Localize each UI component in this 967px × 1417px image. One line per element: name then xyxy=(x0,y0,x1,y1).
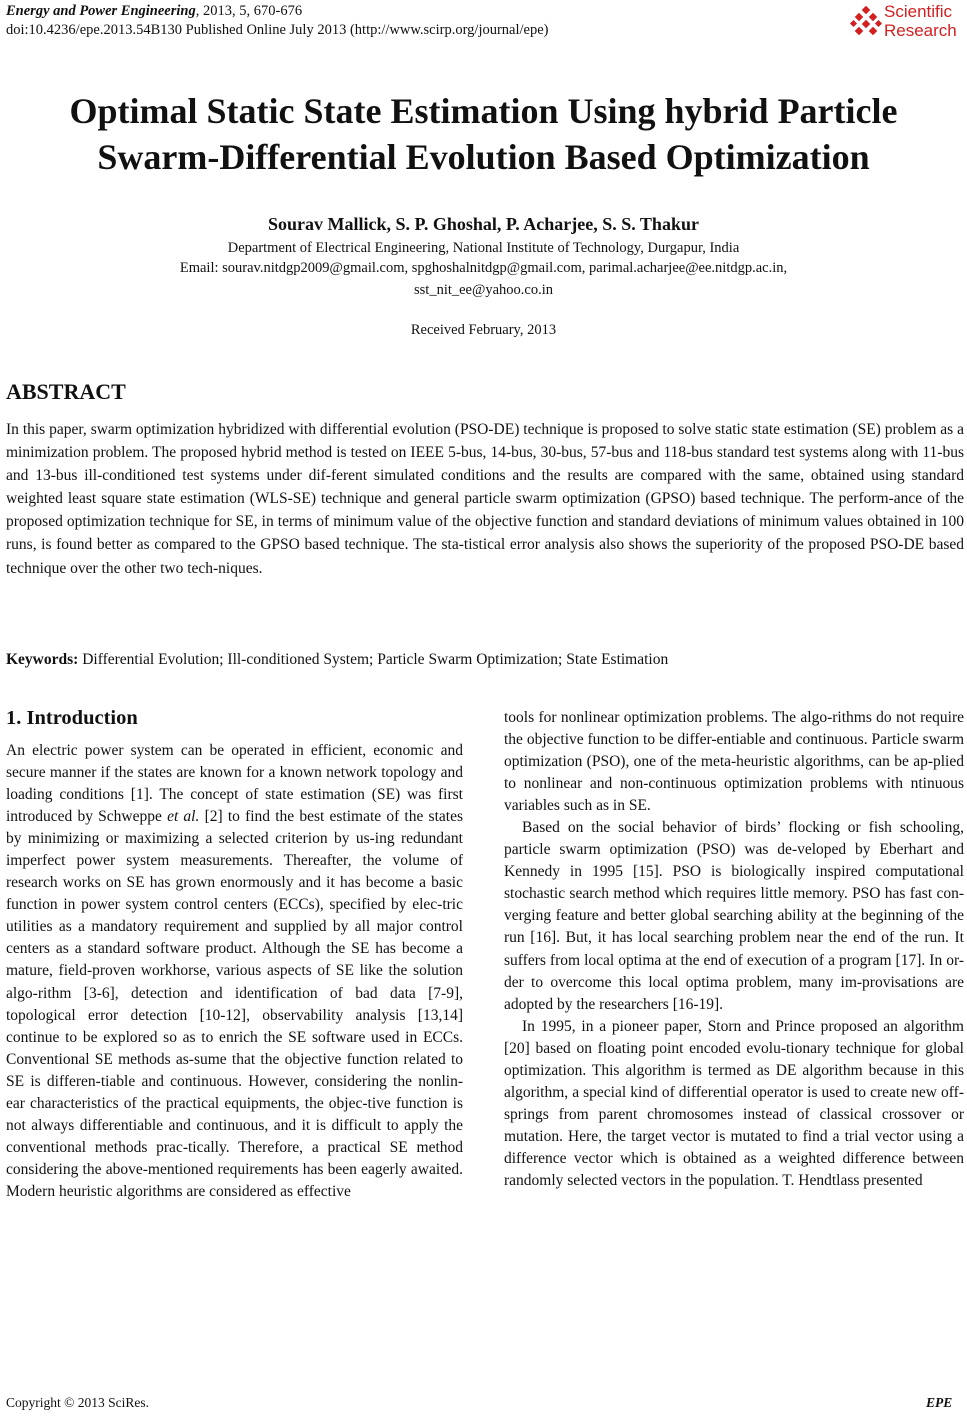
logo-text-line1: Scientific xyxy=(884,2,953,21)
title-line-1: Optimal Static State Estimation Using hybrid Particle xyxy=(69,91,898,131)
intro-paragraph-1 xyxy=(6,740,463,1203)
email-line-2: sst_nit_ee@yahoo.co.in xyxy=(414,282,553,298)
keywords-text: Differential Evolution; Ill-conditioned System; Particle Swarm Optimization; State Estimation xyxy=(78,651,669,668)
section-heading: 1. Introduction xyxy=(6,707,138,729)
paper-title xyxy=(0,88,967,180)
intro-text-part-1: An electric power system can be operated in efficient, economic and secure manner if the states are known for a known network topology and loading conditions [1]. The concept of state estimation (SE) was first introduced by Schweppe xyxy=(6,742,463,826)
right-paragraph-2: Based on the social behavior of birds’ flocking or fish schooling, particle swarm optimization (PSO) was de-veloped by Eberhart and Kennedy in 1995 [15]. PSO is biologically inspired computational stochastic search method which requires little memory. PSO has fast con-verging feature and better global searching ability at the beginning of the run [16]. But, it has local searching problem near the end of the run. It suffers from local optima at the end of execution of a program [17]. In or-der to overcome this local optima problem, many im-provisations are adopted by the researchers [16-19]. xyxy=(504,819,964,1013)
keywords xyxy=(6,649,668,671)
intro-text-part-2: [2] to find the best estimate of the states by minimizing or maximizing a selected criterion by us-ing redundant imperfect power system measurements. Thereafter, the volume of research works on SE has grown enormously and it has become a basic function in power system control centers (ECCs), specified by elec-tric utilities as a mandatory requirement and supplied by all major control centers as a standard software product. Although the SE has become a mature, field-proven workhorse, various aspects of SE like the solution algo-rithm [3-6], detection and identification of bad data [7-9], topological error detection [10-12], observability analysis [13,14] continue to be explored so as to enrich the SE software used in ECCs. Conventional SE methods as-sume that the objective function related to SE is differen-tiable and continuous. However, considering the nonlin-ear characteristics of the practical equipments, the objec-tive function is not always differentiable and continuous, and it is difficult to apply the conventional methods prac-tically. Therefore, a practical SE method considering the above-mentioned requirements has been eagerly awaited. Modern heuristic algorithms are considered as effective xyxy=(6,808,463,1200)
affiliation: Department of Electrical Engineering, National Institute of Technology, Durgapur, India xyxy=(227,240,740,256)
publisher-logo xyxy=(850,2,967,42)
left-column xyxy=(6,740,463,1203)
email-line-1: Email: sourav.nitdgp2009@gmail.com, spghoshalnitdgp@gmail.com, parimal.acharjee@ee.nitdgp.ac.in, xyxy=(179,260,788,276)
right-column xyxy=(504,707,964,1192)
keywords-label: Keywords: xyxy=(6,651,79,668)
right-paragraph-1: tools for nonlinear optimization problems. The algo-rithms do not require the objective function to be differ-entiable and continuous. Particle swarm optimization (PSO), one of the meta-heuristic algorithms, can be ap-plied to nonlinear and non-continuous optimization problems with ntinuous variables such as in SE. xyxy=(504,709,964,815)
et-al: et al. xyxy=(167,808,200,826)
right-paragraph-3: In 1995, in a pioneer paper, Storn and Prince proposed an algorithm [20] based on floating point encoded evolu-tionary technique for global optimization. This algorithm is termed as DE algorithm because in this algorithm, a special kind of differential operator is used to create new off-springs from parent chromosomes instead of classical crossover or mutation. Here, the target vector is mutated to find a trial vector using a difference vector which is obtained as a weighted difference between randomly selected vectors in the population. T. Hendtlass presented xyxy=(504,1017,964,1189)
scientific-research-logo-icon xyxy=(850,6,882,38)
logo-text xyxy=(884,2,957,40)
authors: Sourav Mallick, S. P. Ghoshal, P. Acharjee, S. S. Thakur xyxy=(268,214,699,234)
footer-copyright: Copyright © 2013 SciRes. xyxy=(6,1395,150,1410)
abstract-text: In this paper, swarm optimization hybridized with differential evolution (PSO-DE) technique is proposed to solve static state estimation (SE) problem as a minimization problem. The proposed hybrid method is tested on IEEE 5-bus, 14-bus, 30-bus, 57-bus and 118-bus standard test systems along with 11-bus and 13-bus ill-conditioned test systems under dif-ferent simulated conditions and the results are compared with the same, obtained using standard weighted least square state estimation (WLS-SE) technique and general particle swarm optimization (GPSO) based technique. The perform-ance of the proposed optimization technique for SE, in terms of minimum value of the objective function and standard deviations of minimum values obtained in 100 runs, is found better as compared to the GPSO based technique. The sta-tistical error analysis also shows the superiority of the proposed PSO-DE based technique over the other two tech-niques. xyxy=(6,421,964,577)
received-date: Received February, 2013 xyxy=(410,322,557,338)
journal-citation-line xyxy=(6,2,302,20)
abstract-heading: ABSTRACT xyxy=(6,379,126,404)
journal-citation: , 2013, 5, 670-676 xyxy=(195,3,303,19)
footer-journal-abbrev: EPE xyxy=(926,1395,953,1410)
logo-text-line2: Research xyxy=(884,21,957,40)
journal-name: Energy and Power Engineering xyxy=(6,3,196,19)
doi-line: doi:10.4236/epe.2013.54B130 Published Online July 2013 (http://www.scirp.org/journal/epe) xyxy=(6,22,549,38)
title-line-2: Swarm-Differential Evolution Based Optimization xyxy=(97,137,870,177)
